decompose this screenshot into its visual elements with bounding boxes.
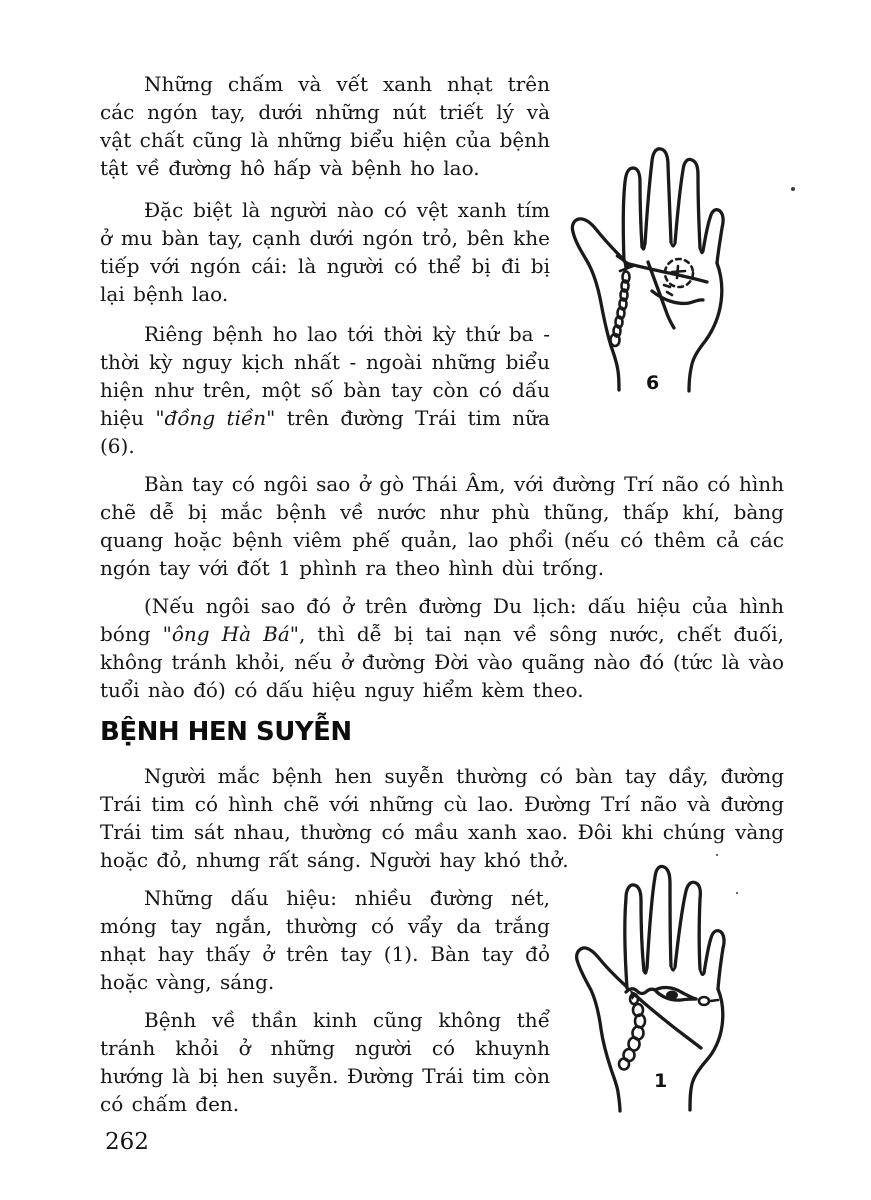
scan-speck (716, 854, 718, 856)
paragraph-segment: , thì dễ bị tai nạn về sông nước, chết đuối, không tránh khỏi, nếu ở đường Đời vào quãng nào đó (tức là vào tuổi nào đó) có dấu hiệu nguy hiểm kèm theo. (100, 622, 785, 702)
ha-ba-term-italic: "ông Hà Bá" (162, 622, 299, 646)
page-number: 262 (105, 1129, 149, 1155)
paragraph-asthma-signs: Những dấu hiệu: nhiều đường nét, móng tay ngắn, thường có vẩy da trắng nhạt hay thấy ở trên tay (1). Bàn tay đỏ hoặc vàng, sáng. (100, 886, 550, 994)
paragraph-nerve-disease: Bệnh về thần kinh cũng không thể tránh khỏi ở những người có khuynh hướng là bị hen suyễn. Đường Trái tim còn có chấm đen. (100, 1008, 550, 1116)
paragraph-asthma-thick-hand: Người mắc bệnh hen suyễn thường có bàn tay dầy, đường Trái tim có hình chẽ với những cù lao. Đường Trí não và đường Trái tim sát nhau, thường có mầu xanh xao. Đôi khi chúng vàng hoặc đỏ, nhưng rất sáng. Người hay khó thở. (100, 764, 784, 872)
paragraph-segment: (Nếu ngôi sao đó ở trên đường Du lịch: dấu hiệu của hình bóng (100, 594, 784, 646)
figure-number-1: 1 (654, 1070, 668, 1092)
paragraph-travel-line-star (100, 592, 784, 704)
paragraph-segment: trên đường Trái tim nữa (6). (100, 406, 550, 458)
heart-line-with-island (626, 988, 718, 1005)
paragraph-tb-third-stage (100, 320, 550, 460)
island-black-dot (666, 991, 678, 1000)
hand-figure-6-svg (540, 120, 871, 430)
hand-illustration-island-sign (540, 840, 871, 1130)
paragraph-blue-streak-hand-back: Đặc biệt là người nào có vệt xanh tím ở mu bàn tay, cạnh dưới ngón trỏ, bên khe tiếp với ngón cái: là người có thể bị đi bị lại bệnh lao. (100, 198, 550, 306)
scan-speck (791, 187, 795, 191)
hand-figure-1-svg (540, 840, 871, 1130)
figure-number-6: 6 (646, 372, 660, 394)
paragraph-segment: Riêng bệnh ho lao tới thời kỳ thứ ba - thời kỳ nguy kịch nhất - ngoài những biểu hiện như trên, một số bàn tay còn có dấu hiệu (100, 322, 550, 430)
paragraph-blue-spots-fingers: Những chấm và vết xanh nhạt trên các ngón tay, dưới những nút triết lý và vật chất cũng là những biểu hiện của bệnh tật về đường hô hấp và bệnh ho lao. (100, 72, 550, 180)
paragraph-star-moon-mount: Bàn tay có ngôi sao ở gò Thái Âm, với đường Trí não có hình chẽ dễ bị mắc bệnh về nước như phù thũng, thấp khí, bàng quang hoặc bệnh viêm phế quản, lao phổi (nếu có thêm cả các ngón tay với đốt 1 phình ra theo hình dùi trống. (100, 472, 784, 580)
scan-speck (736, 892, 738, 894)
hand-illustration-coin-sign (540, 120, 871, 430)
coin-term-italic: "đồng tiền" (155, 406, 276, 430)
section-heading-asthma: BỆNH HEN SUYỄN (100, 717, 352, 747)
